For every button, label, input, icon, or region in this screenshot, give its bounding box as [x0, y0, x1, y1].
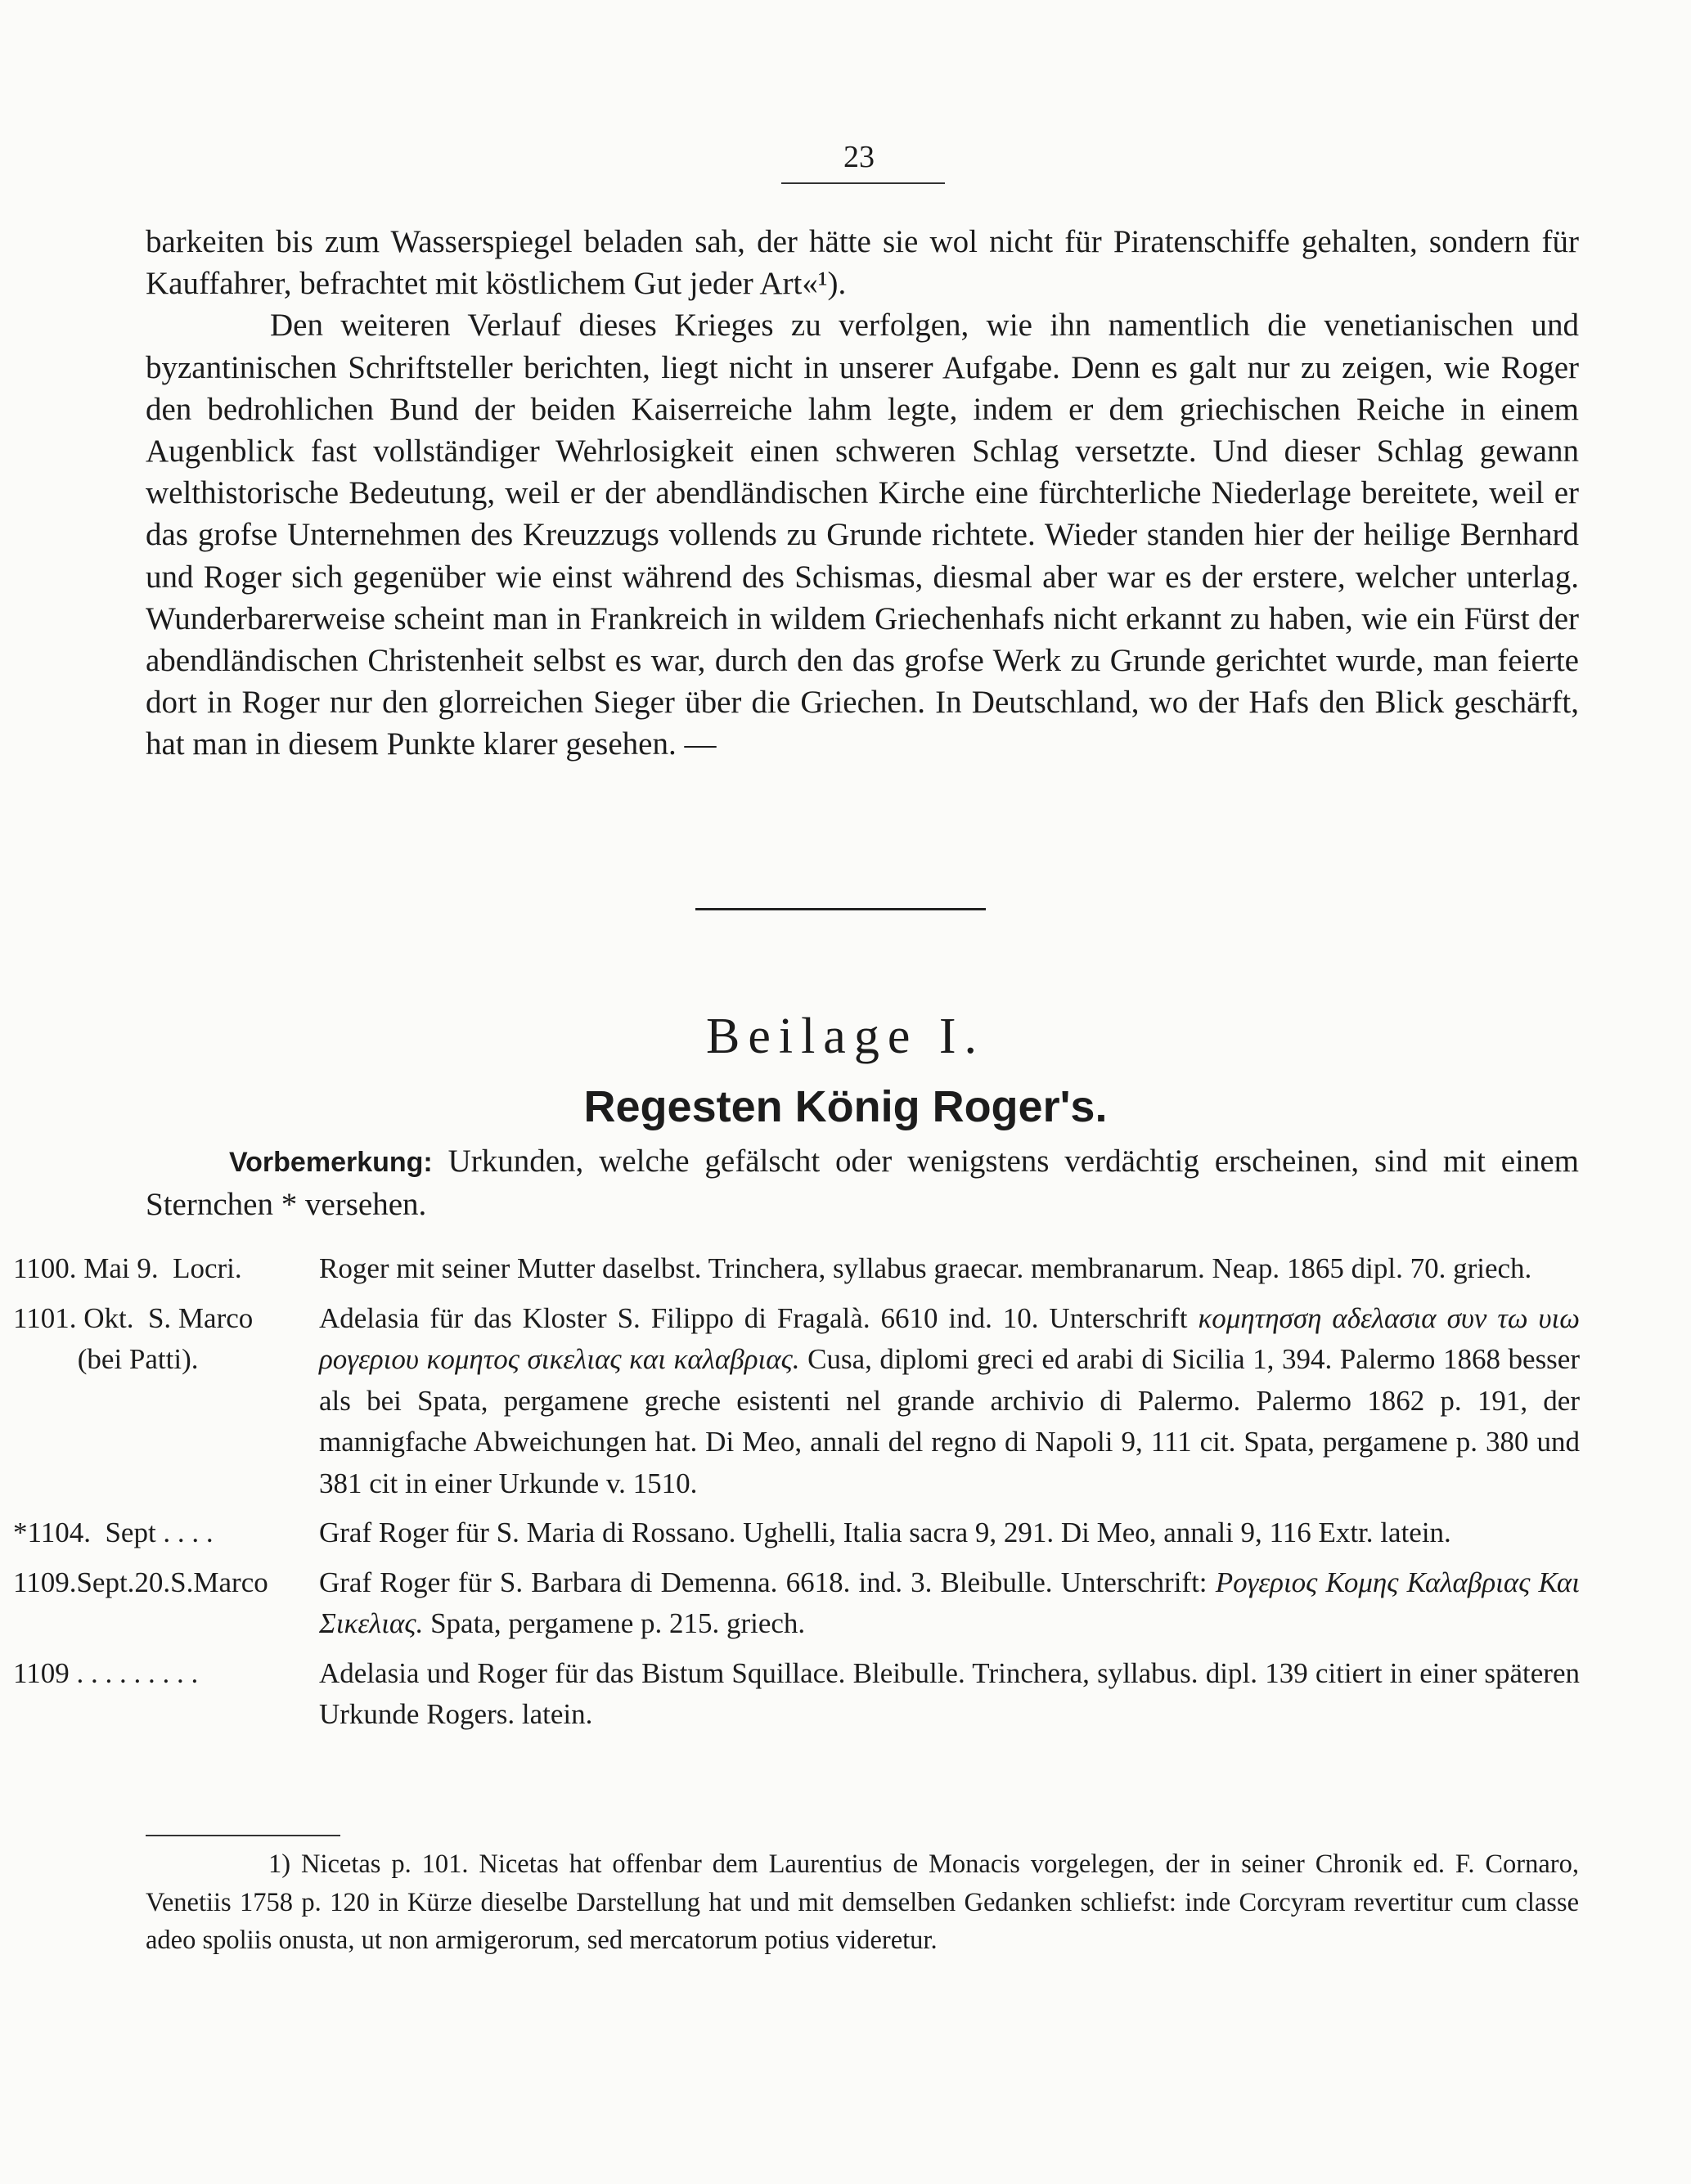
regest-entry — [13, 1512, 1580, 1554]
paragraph: Den weiteren Verlauf dieses Krieges zu verfolgen, wie ihn namentlich die venetianischen und byzantinischen Schriftsteller berichten, liegt nicht in unserer Aufgabe. Denn es galt nur zu zeigen, wie Roger den bedrohlichen Bund der beiden Kaiserreiche lahm legte, indem er dem griechischen Reiche in einem Augenblick fast vollständiger Wehrlosigkeit einen schweren Schlag versetzte. Und dieser Schlag gewann welthistorische Bedeutung, weil er der abendländischen Kirche eine fürchterliche Niederlage bereitete, weil er das grofse Unternehmen des Kreuzzugs vollends zu Grunde richtete. Wieder standen hier der heilige Bernhard und Roger sich gegenüber wie einst während des Schismas, diesmal aber war es der erstere, welcher unterlag. Wunderbarerweise scheint man in Frankreich in wildem Griechenhafs nicht erkannt zu haben, wie ein Fürst der abendländischen Christenheit selbst es war, durch den das grofse Werk zu Grunde gerichtet wurde, man feierte dort in Roger nur den glorreichen Sieger über die Griechen. In Deutschland, wo der Hafs den Blick geschärft, hat man in diesem Punkte klarer gesehen. — — [146, 308, 1579, 762]
regest-entry — [13, 1298, 1580, 1505]
preface-label: Vorbemerkung: — [229, 1147, 433, 1178]
preface — [146, 1140, 1579, 1225]
entry-date: 1100. Mai 9. Locri. — [13, 1252, 242, 1284]
entry-text-part: Graf Roger für S. Barbara di Demenna. 6618. ind. 3. Bleibulle. Unterschrift: — [319, 1566, 1216, 1598]
page-number-rule — [781, 182, 945, 184]
footnote: 1) Nicetas p. 101. Nicetas hat offenbar dem Laurentius de Monacis vorgelegen, der in seiner Chronik ed. F. Cornaro, Venetiis 1758 p. 120 in Kürze dieselbe Darstellung hat und mit demselben Gedanken schliefst: inde Corcyram revertitur cum classe adeo spoliis onusta, ut non armigerorum, sed mercatorum potius videretur. — [146, 1849, 1579, 1955]
preface-text: Urkunden, welche gefälscht oder wenigstens verdächtig erscheinen, sind mit einem Sternchen * versehen. — [146, 1144, 1579, 1222]
entry-date: *1104. Sept . . . . — [13, 1517, 214, 1548]
entry-text: Graf Roger für S. Maria di Rossano. Ughelli, Italia sacra 9, 291. Di Meo, annali 9, 116 Extr. latein. — [319, 1517, 1451, 1548]
footnote-rule — [146, 1835, 340, 1836]
entry-date: 1109 . . . . . . . . . — [13, 1656, 199, 1689]
entry-text: Adelasia und Roger für das Bistum Squillace. Bleibulle. Trinchera, syllabus. dipl. 139 citiert in einer späteren Urkunde Rogers. latein. — [319, 1656, 1580, 1730]
greek-signature: κομητησση αδελασια συν τω υιω ρογεριου κομητος σικελιας και καλαβριας. — [319, 1301, 1580, 1375]
entry-text — [319, 1298, 1580, 1505]
entry-text-part: Spata, pergamene p. 215. griech. — [423, 1607, 806, 1639]
appendix-subtitle: Regesten König Roger's. — [583, 1082, 1108, 1131]
entry-text-part: Cusa, diplomi greci ed arabi di Sicilia 1, 394. Palermo 1868 besser als bei Spata, pergamene greche esistenti nel grande archivio di Palermo. Palermo 1862 p. 191, der mannigfache Abweichungen hat. Di Meo, annali del regno di Napoli 9, 111 cit. Spata, pergamene p. 380 und 381 cit in einer Urkunde v. 1510. — [319, 1343, 1580, 1499]
regest-entry — [13, 1248, 1580, 1290]
page-number: 23 — [843, 140, 875, 174]
greek-signature: Ρογεριος Κομης Καλαβριας Και Σικελιας. — [319, 1566, 1580, 1639]
entry-text — [319, 1562, 1580, 1645]
regest-entry — [13, 1653, 1580, 1736]
paragraph-continuation: barkeiten bis zum Wasserspiegel beladen sah, der hätte sie wol nicht für Piratenschiffe gehalten, sondern für Kauffahrer, befrachtet mit köstlichem Gut jeder Art«¹). — [146, 224, 1579, 302]
footnotes — [146, 1845, 1579, 1960]
section-divider — [695, 908, 986, 910]
entry-date: 1101. Okt. S. Marco (bei Patti). — [13, 1301, 254, 1375]
entry-date: 1109.Sept.20.S.Marco — [13, 1566, 268, 1598]
main-text — [146, 221, 1579, 766]
entry-text-part: Adelasia für das Kloster S. Filippo di Fragalà. 6610 ind. 10. Unterschrift — [319, 1301, 1199, 1334]
regesten-list — [13, 1248, 1580, 1744]
regest-entry — [13, 1562, 1580, 1645]
appendix-title: Beilage I. — [705, 1009, 985, 1064]
entry-text: Roger mit seiner Mutter daselbst. Trinchera, syllabus graecar. membranarum. Neap. 1865 dipl. 70. griech. — [319, 1252, 1532, 1284]
